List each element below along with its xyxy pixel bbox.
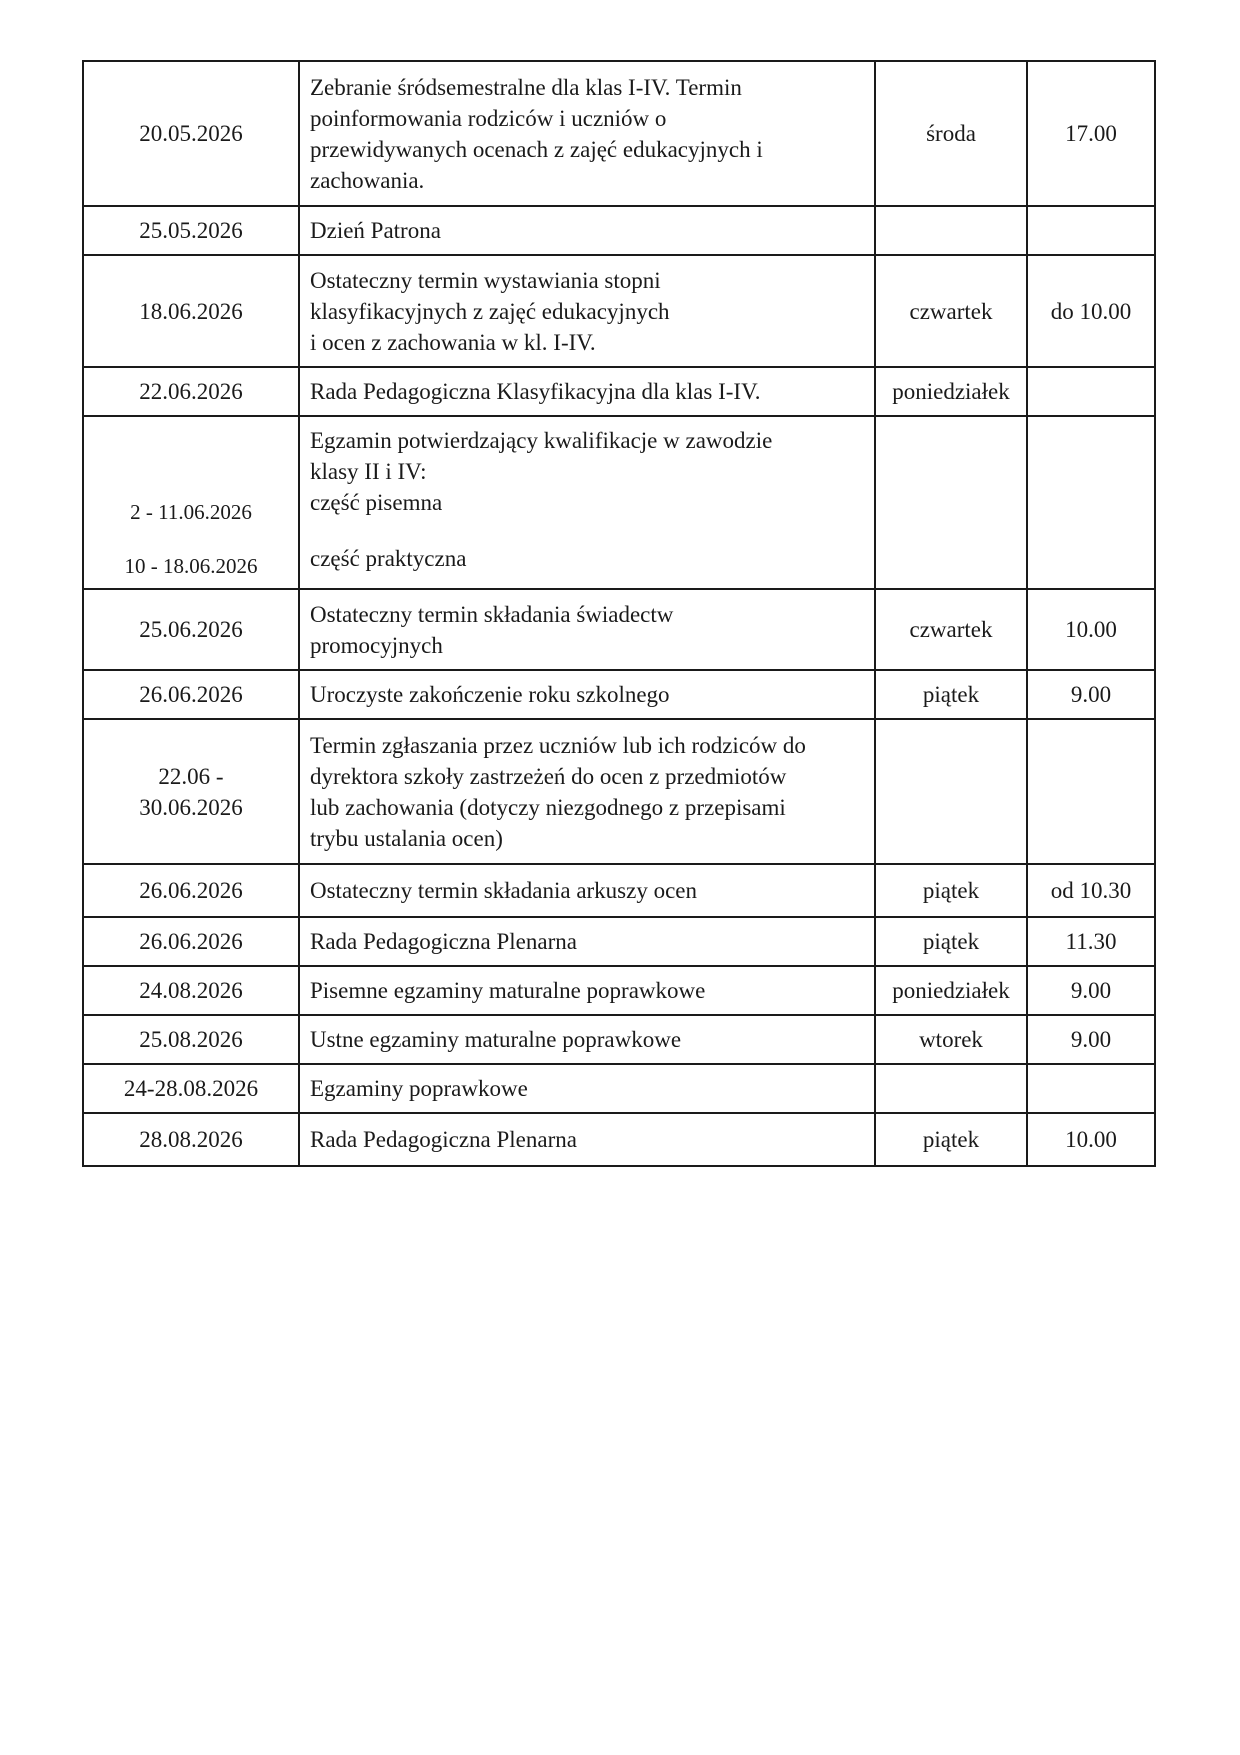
- time-cell: [1027, 206, 1155, 255]
- table-row: [83, 1064, 1155, 1113]
- description-cell: [299, 670, 875, 719]
- description-cell: [299, 61, 875, 206]
- date-cell: [83, 416, 299, 589]
- date-text: 26.06.2026: [139, 878, 243, 903]
- time-cell: 11.30: [1027, 917, 1155, 966]
- description-line: Uroczyste zakończenie roku szkolnego: [310, 682, 670, 707]
- date-cell: [83, 1015, 299, 1064]
- date-text: 25.06.2026: [139, 617, 243, 642]
- date-text: 24.08.2026: [139, 978, 243, 1003]
- table-row: [83, 367, 1155, 416]
- weekday-cell: piątek: [875, 864, 1027, 917]
- table-row: [83, 719, 1155, 864]
- description-cell: [299, 255, 875, 367]
- weekday-cell: czwartek: [875, 255, 1027, 367]
- weekday-cell: piątek: [875, 670, 1027, 719]
- date-text: 18.06.2026: [139, 298, 243, 324]
- time-cell: [1027, 719, 1155, 864]
- weekday-cell: poniedziałek: [875, 367, 1027, 416]
- description-cell: [299, 1015, 875, 1064]
- description-line: Dzień Patrona: [310, 218, 441, 243]
- description-cell: [299, 589, 875, 670]
- weekday-cell: środa: [875, 61, 1027, 206]
- description-line: dyrektora szkoły zastrzeżeń do ocen z przedmiotów: [310, 763, 787, 789]
- weekday-cell: wtorek: [875, 1015, 1027, 1064]
- description-line: klasyfikacyjnych z zajęć edukacyjnych: [310, 298, 670, 324]
- time-cell: [1027, 416, 1155, 589]
- description-line: Zebranie śródsemestralne dla klas I-IV. Termin: [310, 74, 742, 100]
- date-text: 26.06.2026: [139, 929, 243, 954]
- description-cell: [299, 917, 875, 966]
- description-line: Rada Pedagogiczna Klasyfikacyjna dla klas I-IV.: [310, 379, 761, 404]
- description-line: Egzaminy poprawkowe: [310, 1076, 528, 1101]
- date-cell: [83, 719, 299, 864]
- table-row: [83, 1113, 1155, 1166]
- time-cell: [1027, 1064, 1155, 1113]
- date-text: 2 - 11.06.2026: [130, 500, 252, 524]
- weekday-cell: [875, 416, 1027, 589]
- time-cell: 9.00: [1027, 1015, 1155, 1064]
- weekday-cell: [875, 719, 1027, 864]
- date-cell: [83, 670, 299, 719]
- time-cell: od 10.30: [1027, 864, 1155, 917]
- table-row: [83, 966, 1155, 1015]
- description-line: Pisemne egzaminy maturalne poprawkowe: [310, 978, 706, 1003]
- table-row: [83, 255, 1155, 367]
- table-row: [83, 589, 1155, 670]
- description-cell: [299, 206, 875, 255]
- description-cell: [299, 864, 875, 917]
- description-cell: [299, 966, 875, 1015]
- date-cell: [83, 206, 299, 255]
- date-text: 22.06.2026: [139, 379, 243, 404]
- time-cell: 10.00: [1027, 1113, 1155, 1166]
- description-line: zachowania.: [310, 167, 425, 193]
- description-line: i ocen z zachowania w kl. I-IV.: [310, 329, 596, 355]
- table-row: [83, 670, 1155, 719]
- description-line: Ustne egzaminy maturalne poprawkowe: [310, 1027, 682, 1052]
- description-cell: [299, 1064, 875, 1113]
- date-cell: [83, 1064, 299, 1113]
- weekday-cell: piątek: [875, 1113, 1027, 1166]
- weekday-cell: piątek: [875, 917, 1027, 966]
- time-cell: 9.00: [1027, 966, 1155, 1015]
- description-line: Egzamin potwierdzający kwalifikacje w zawodzie: [310, 428, 773, 453]
- weekday-cell: [875, 1064, 1027, 1113]
- table-row: [83, 416, 1155, 589]
- date-text: 10 - 18.06.2026: [124, 554, 258, 578]
- description-line: lub zachowania (dotyczy niezgodnego z przepisami: [310, 794, 786, 820]
- time-cell: 10.00: [1027, 589, 1155, 670]
- description-line: Ostateczny termin wystawiania stopni: [310, 267, 661, 293]
- description-line: trybu ustalania ocen): [310, 825, 503, 851]
- date-cell: [83, 61, 299, 206]
- date-text: 25.05.2026: [139, 218, 243, 243]
- description-cell: [299, 1113, 875, 1166]
- date-text: 30.06.2026: [139, 794, 243, 820]
- spacer: [310, 518, 864, 543]
- table-row: [83, 61, 1155, 206]
- schedule-table: [82, 60, 1156, 1167]
- description-line: przewidywanych ocenach z zajęć edukacyjnych i: [310, 136, 763, 162]
- table-row: [83, 206, 1155, 255]
- description-line: część pisemna: [310, 490, 443, 515]
- date-cell: [83, 255, 299, 367]
- description-line: klasy II i IV:: [310, 459, 427, 484]
- table-row: [83, 1015, 1155, 1064]
- description-line: Rada Pedagogiczna Plenarna: [310, 929, 577, 954]
- description-cell: [299, 719, 875, 864]
- date-text: 26.06.2026: [139, 682, 243, 707]
- date-text: 25.08.2026: [139, 1027, 243, 1052]
- time-cell: 9.00: [1027, 670, 1155, 719]
- weekday-cell: poniedziałek: [875, 966, 1027, 1015]
- table-row: [83, 917, 1155, 966]
- date-cell: [83, 589, 299, 670]
- date-cell: [83, 1113, 299, 1166]
- description-line: Ostateczny termin składania świadectw: [310, 601, 674, 627]
- date-cell: [83, 966, 299, 1015]
- description-cell: [299, 367, 875, 416]
- time-cell: 17.00: [1027, 61, 1155, 206]
- description-cell: [299, 416, 875, 589]
- date-cell: [83, 367, 299, 416]
- weekday-cell: czwartek: [875, 589, 1027, 670]
- description-line: promocyjnych: [310, 632, 443, 658]
- time-cell: do 10.00: [1027, 255, 1155, 367]
- description-line: część praktyczna: [310, 546, 467, 571]
- date-cell: [83, 864, 299, 917]
- date-text: 28.08.2026: [139, 1127, 243, 1152]
- date-text: 20.05.2026: [139, 121, 243, 146]
- table-row: [83, 864, 1155, 917]
- description-line: Ostateczny termin składania arkuszy ocen: [310, 878, 698, 903]
- date-text: 22.06 -: [158, 763, 224, 789]
- description-line: poinformowania rodziców i uczniów o: [310, 105, 667, 131]
- weekday-cell: [875, 206, 1027, 255]
- date-cell: [83, 917, 299, 966]
- date-text: 24-28.08.2026: [123, 1076, 259, 1101]
- time-cell: [1027, 367, 1155, 416]
- description-line: Rada Pedagogiczna Plenarna: [310, 1127, 577, 1152]
- description-line: Termin zgłaszania przez uczniów lub ich rodziców do: [310, 732, 806, 758]
